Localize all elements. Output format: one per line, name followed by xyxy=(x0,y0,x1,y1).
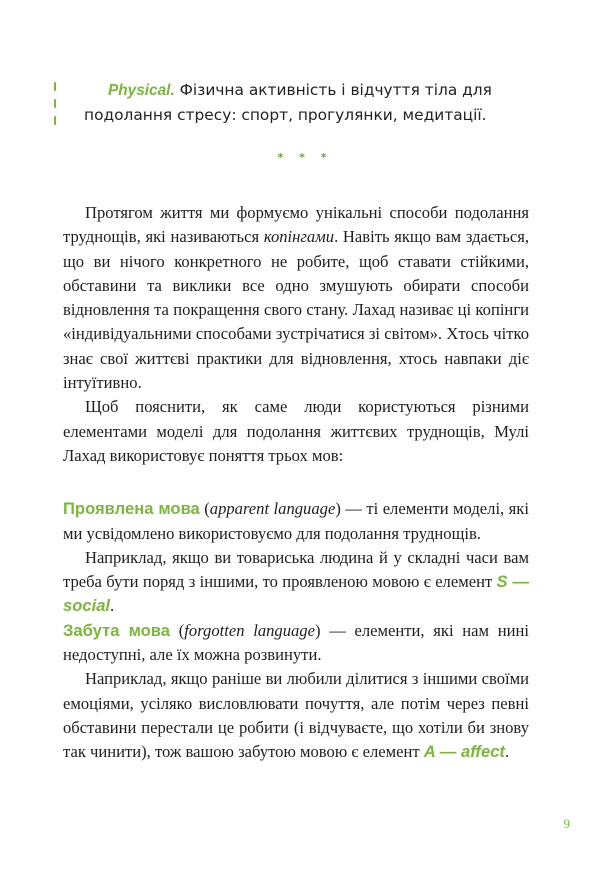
text-run: Щоб пояснити, як саме люди користуються різними елементами моделі для подолання життєвих труднощів, Мулі Лахад використовує поняття трьох мов: xyxy=(63,397,529,465)
intro-paragraph xyxy=(84,78,530,128)
paragraph-three-languages xyxy=(63,395,529,468)
page-number: 9 xyxy=(563,816,570,831)
paragraph-social-example xyxy=(63,546,529,619)
text-run: ( xyxy=(170,620,185,640)
italic-term: forgotten language xyxy=(184,620,315,640)
section-separator: * * * xyxy=(277,151,333,164)
text-run: ( xyxy=(199,499,210,519)
paragraph-coping xyxy=(63,201,529,395)
side-marks-icon xyxy=(50,82,64,130)
term-affect: A — affect xyxy=(423,742,505,762)
text-run: . xyxy=(504,742,510,762)
main-text xyxy=(63,201,529,765)
italic-term: apparent language xyxy=(209,499,336,519)
paragraph-forgotten-language xyxy=(63,619,529,668)
intro-term: Physical. xyxy=(108,82,175,99)
text-run: ) — елементи, які нам нині недоступні, але їх можна розвинути. xyxy=(63,620,529,665)
text-run: Наприклад, якщо раніше ви любили ділитися з іншими своїми емоціями, усіляко висловлювати почуття, але потім через певні обставини перестали це робити (і відчуваєте, що хотіли би знову так чинити), тож вашою забутою мовою є елемент xyxy=(63,669,529,762)
italic-term: копінгами xyxy=(263,227,335,247)
text-run: Наприклад, якщо ви товариська людина й у складні часи вам треба бути поряд з іншими, то проявленою мовою є елемент xyxy=(63,547,529,592)
term-apparent-language: Проявлена мова xyxy=(63,499,200,519)
text-run: Протягом життя ми формуємо унікальні способи подолання труднощів, які називаються xyxy=(63,203,529,247)
intro-text: Фізична активність і відчуття тіла для подолання стресу: спорт, прогулянки, медитації. xyxy=(84,81,492,124)
term-social: S — social xyxy=(63,572,529,616)
term-forgotten-language: Забута мова xyxy=(63,620,171,640)
text-run: . xyxy=(110,596,115,616)
paragraph-affect-example xyxy=(63,667,529,764)
text-run: . Навіть якщо вам здається, що ви нічого конкретного не робите, щоб ставати стійкими, обставини та виклики все одно змушують обирати способи відновлення та покращення свого стану. Лахад називає ці копінги «індивідуальними способами зустрічатися зі світом». Хтось чітко знає свої життєві практики для відновлення, хтось навпаки діє інтуїтивно. xyxy=(63,227,529,393)
paragraph-apparent-language xyxy=(63,497,529,546)
text-run: ) — ті елементи моделі, які ми усвідомлено використовуємо для подолання труднощів. xyxy=(63,499,529,543)
